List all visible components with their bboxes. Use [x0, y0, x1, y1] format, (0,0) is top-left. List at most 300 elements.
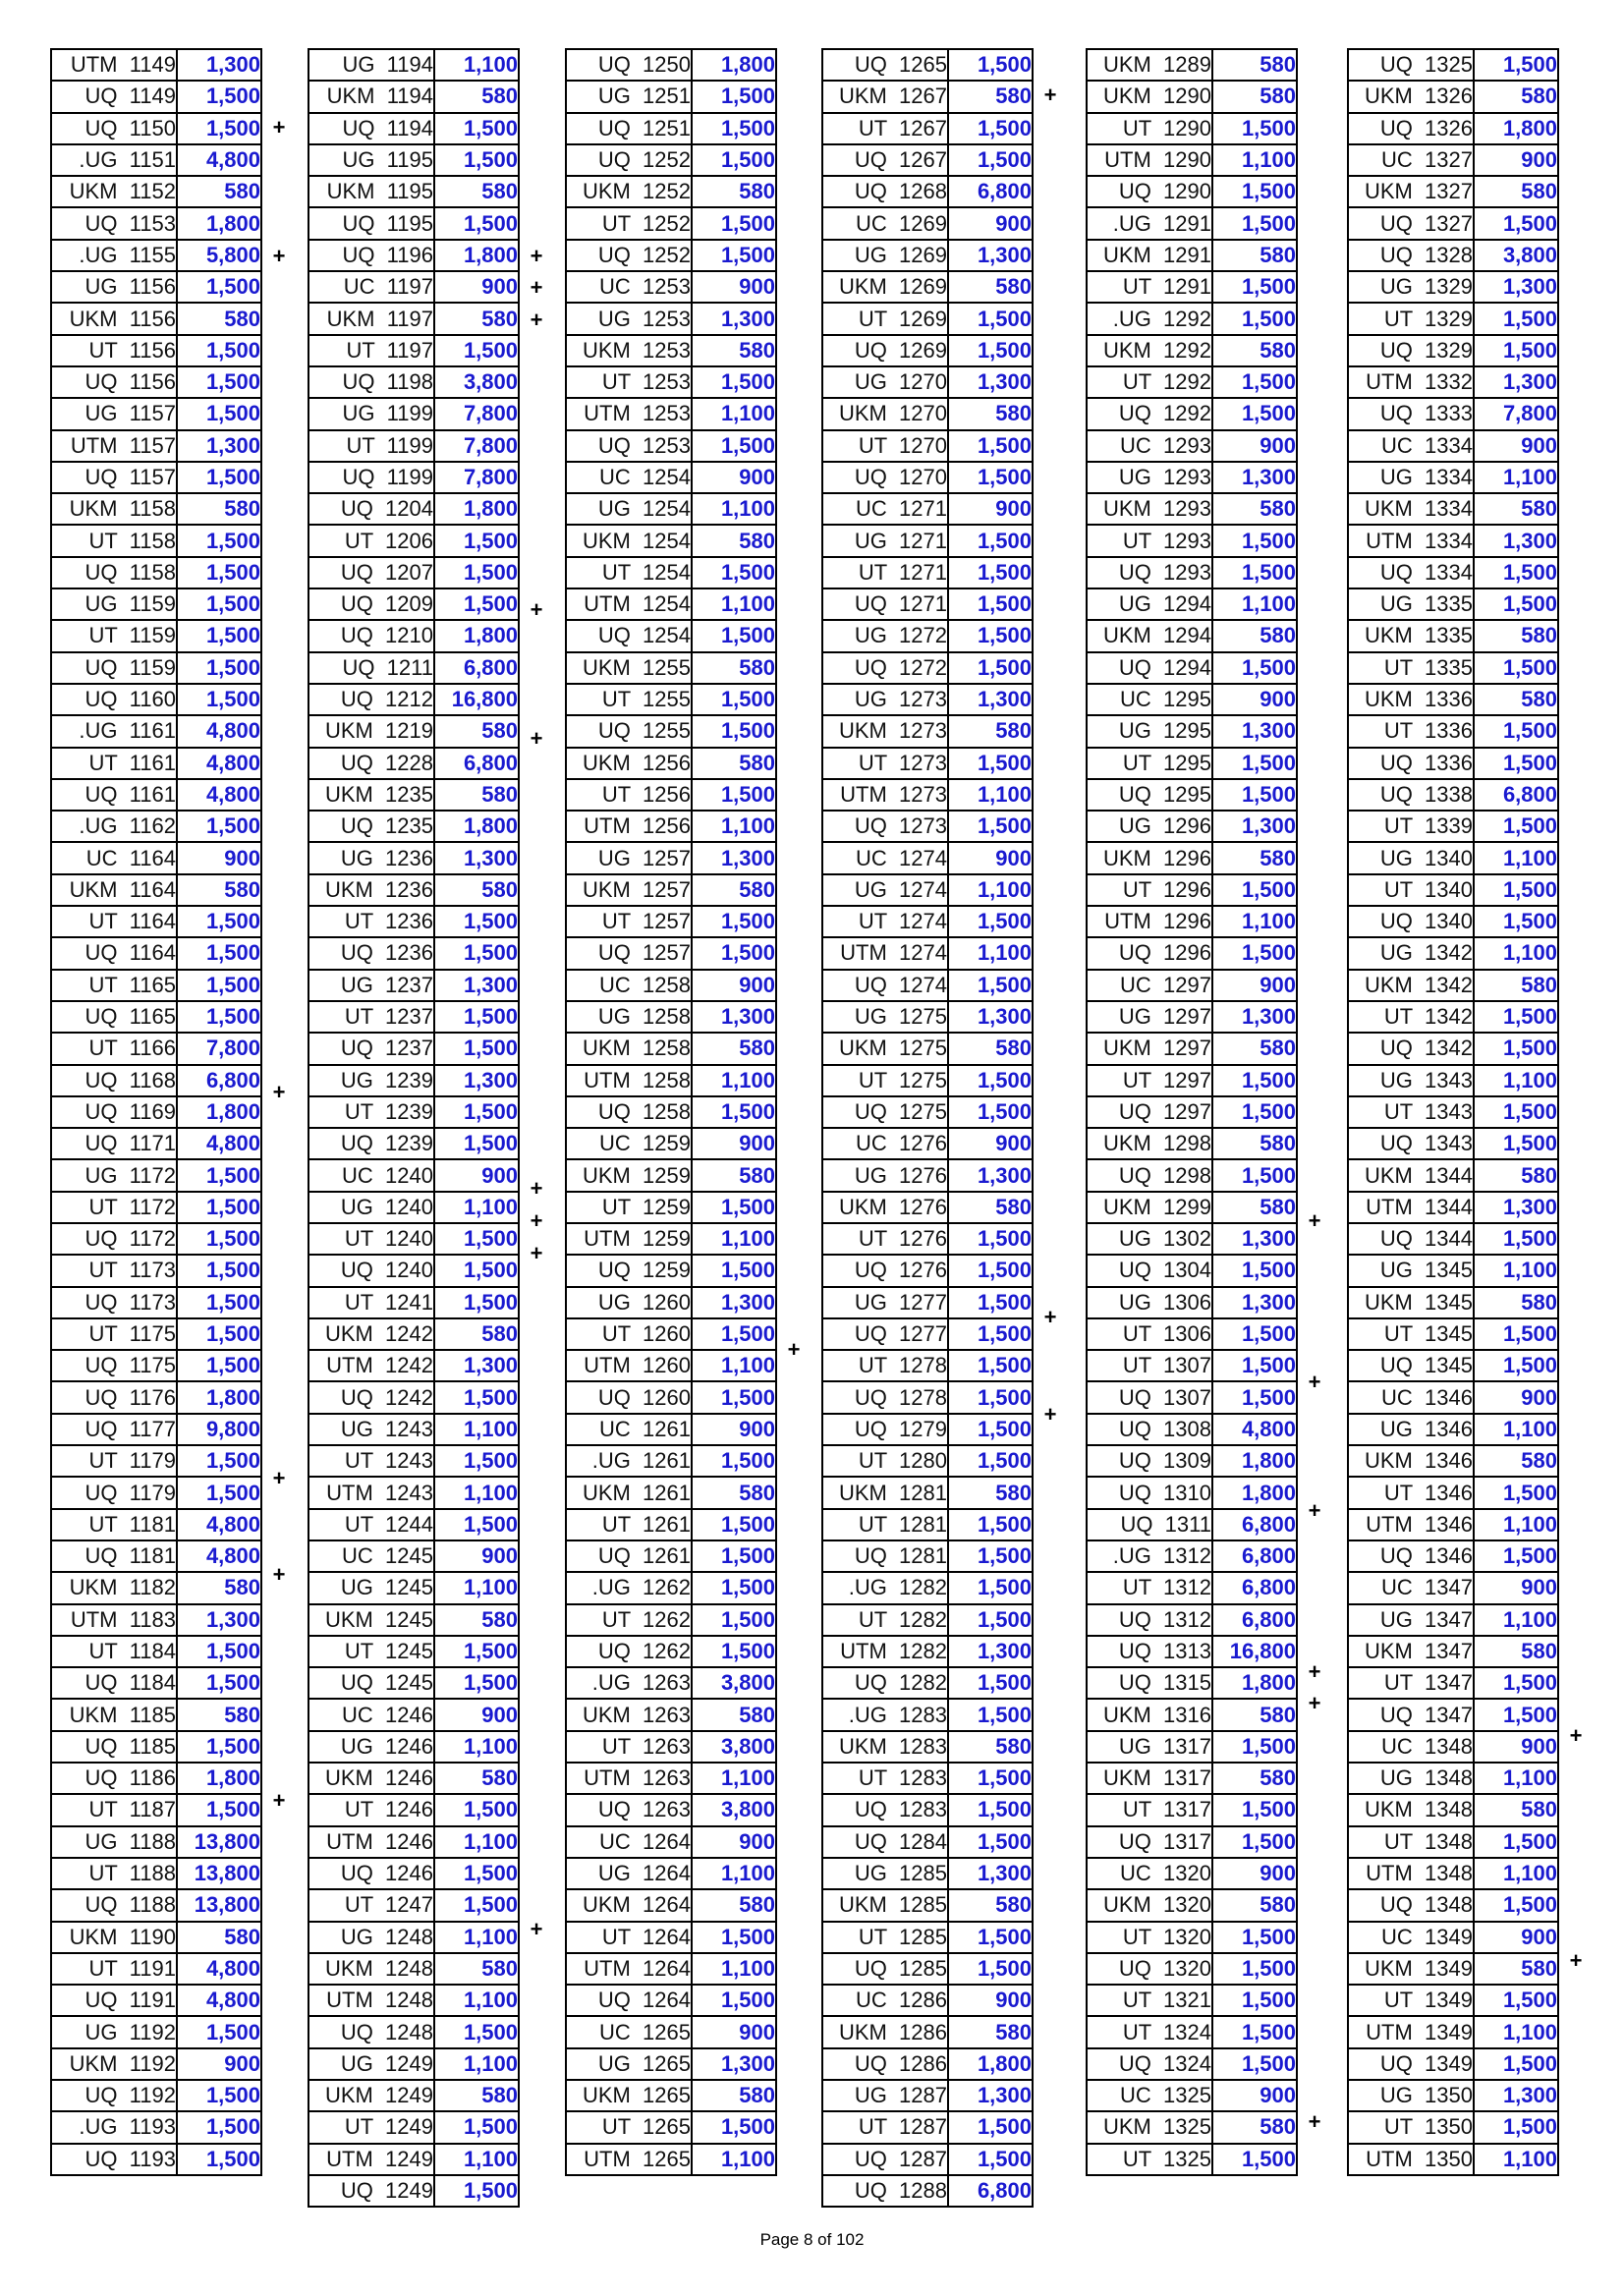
amount: 1,300: [692, 303, 776, 334]
course-code: .UG 1155: [51, 240, 177, 271]
amount: 6,800: [1474, 779, 1558, 811]
table-row: [1087, 335, 1297, 366]
amount: 1,500: [1212, 779, 1297, 811]
amount: 1,500: [948, 748, 1033, 779]
course-code: .UG 1292: [1087, 303, 1212, 334]
course-code: UQ 1242: [308, 1381, 434, 1413]
course-code: UC 1274: [822, 842, 948, 873]
amount: 1,500: [1212, 2048, 1297, 2080]
plus-marker: +: [272, 1787, 286, 1813]
table-row: [51, 970, 261, 1001]
course-code: UQ 1149: [51, 81, 177, 112]
course-code: UT 1297: [1087, 1065, 1212, 1096]
table-row: [1087, 652, 1297, 684]
table-row: [308, 1731, 519, 1763]
table-row: [1087, 1509, 1297, 1540]
table-row: [822, 113, 1033, 144]
table-row: [822, 906, 1033, 937]
course-code: UT 1269: [822, 303, 948, 334]
course-code: UQ 1282: [822, 1667, 948, 1699]
table-row: [308, 1414, 519, 1445]
course-code: UKM 1258: [566, 1033, 692, 1064]
course-code: UKM 1152: [51, 176, 177, 207]
course-code: .UG 1261: [566, 1445, 692, 1477]
amount: 1,500: [434, 557, 519, 588]
course-code: UC 1245: [308, 1540, 434, 1572]
course-code: UQ 1194: [308, 113, 434, 144]
course-code: UQ 1192: [51, 2080, 177, 2111]
amount: 1,500: [1474, 1223, 1558, 1255]
course-code: UQ 1262: [566, 1636, 692, 1667]
table-row: [566, 303, 776, 334]
table-row: [566, 1159, 776, 1191]
course-code: UQ 1164: [51, 937, 177, 969]
course-code: UQ 1275: [822, 1096, 948, 1128]
table-row: [1348, 81, 1558, 112]
table-column: [1086, 48, 1321, 2176]
amount: 900: [948, 207, 1033, 239]
amount: 1,500: [692, 1318, 776, 1350]
amount: 580: [434, 1763, 519, 1794]
course-code: UKM 1334: [1348, 493, 1474, 525]
course-code: UT 1158: [51, 525, 177, 556]
table-row: [1348, 1922, 1558, 1953]
amount: 1,500: [692, 1255, 776, 1286]
amount: 1,500: [692, 1604, 776, 1636]
course-code: UTM 1346: [1348, 1509, 1474, 1540]
table-row: [1087, 493, 1297, 525]
course-code: UKM 1275: [822, 1033, 948, 1064]
table-row: [566, 1922, 776, 1953]
course-code: UG 1287: [822, 2080, 948, 2111]
amount: 1,500: [177, 2144, 261, 2175]
amount: 580: [948, 271, 1033, 303]
amount: 1,500: [1212, 1381, 1297, 1413]
amount: 7,800: [434, 430, 519, 462]
amount: 1,500: [692, 1096, 776, 1128]
table-row: [1087, 1572, 1297, 1603]
course-code: UG 1347: [1348, 1604, 1474, 1636]
course-code: .UG 1262: [566, 1572, 692, 1603]
amount: 580: [948, 1731, 1033, 1763]
amount: 580: [1212, 1128, 1297, 1159]
amount: 1,100: [1474, 1604, 1558, 1636]
table-row: [566, 493, 776, 525]
table-row: [1348, 144, 1558, 176]
amount: 580: [948, 1192, 1033, 1223]
course-code: UQ 1245: [308, 1667, 434, 1699]
amount: 1,500: [1474, 1033, 1558, 1064]
amount: 1,500: [1474, 1477, 1558, 1508]
table-row: [1087, 1445, 1297, 1477]
course-code: UT 1199: [308, 430, 434, 462]
table-row: [308, 937, 519, 969]
table-row: [1348, 2048, 1558, 2080]
amount: 1,100: [1474, 1509, 1558, 1540]
table-row: [1348, 906, 1558, 937]
amount: 580: [177, 303, 261, 334]
table-row: [308, 303, 519, 334]
table-row: [308, 1033, 519, 1064]
table-row: [308, 620, 519, 651]
table-row: [1087, 620, 1297, 651]
course-code: UC 1276: [822, 1128, 948, 1159]
course-code: UQ 1272: [822, 652, 948, 684]
table-row: [822, 1477, 1033, 1508]
table-row: [1348, 1953, 1558, 1985]
table-row: [308, 1604, 519, 1636]
table-row: [566, 1699, 776, 1730]
course-code: UT 1261: [566, 1509, 692, 1540]
table-row: [1348, 652, 1558, 684]
course-code: UQ 1346: [1348, 1540, 1474, 1572]
table-row: [1348, 271, 1558, 303]
table-row: [822, 588, 1033, 620]
table-row: [566, 970, 776, 1001]
course-code: UT 1172: [51, 1192, 177, 1223]
amount: 580: [1474, 81, 1558, 112]
course-code: UG 1239: [308, 1065, 434, 1096]
amount: 1,500: [1474, 588, 1558, 620]
amount: 1,100: [692, 1350, 776, 1381]
table-row: [1087, 1604, 1297, 1636]
plus-marker: +: [1308, 1497, 1321, 1523]
table-row: [1348, 970, 1558, 1001]
course-code: .UG 1282: [822, 1572, 948, 1603]
table-row: [1087, 113, 1297, 144]
table-row: [308, 1096, 519, 1128]
course-code: UKM 1259: [566, 1159, 692, 1191]
course-code: UT 1247: [308, 1889, 434, 1921]
table-row: [308, 1350, 519, 1381]
course-code: UQ 1188: [51, 1889, 177, 1921]
course-code: UQ 1184: [51, 1667, 177, 1699]
table-column: [821, 48, 1057, 2208]
amount: 900: [434, 1540, 519, 1572]
table-row: [822, 748, 1033, 779]
course-code: UT 1184: [51, 1636, 177, 1667]
table-row: [308, 144, 519, 176]
amount: 900: [1474, 144, 1558, 176]
course-code: UG 1270: [822, 366, 948, 398]
amount: 1,500: [1474, 1699, 1558, 1730]
amount: 900: [692, 1414, 776, 1445]
table-row: [308, 430, 519, 462]
course-code: UT 1307: [1087, 1350, 1212, 1381]
table-row: [1348, 525, 1558, 556]
table-row: [308, 684, 519, 715]
course-code: UKM 1255: [566, 652, 692, 684]
table-row: [1087, 525, 1297, 556]
table-row: [51, 1540, 261, 1572]
course-code: UT 1175: [51, 1318, 177, 1350]
amount: 1,500: [948, 1763, 1033, 1794]
table-row: [308, 1826, 519, 1858]
amount: 580: [948, 1033, 1033, 1064]
table-row: [51, 1255, 261, 1286]
course-code: UG 1258: [566, 1001, 692, 1033]
amount: 4,800: [177, 715, 261, 747]
course-code: UKM 1347: [1348, 1636, 1474, 1667]
amount: 580: [948, 715, 1033, 747]
amount: 1,500: [948, 970, 1033, 1001]
amount: 1,100: [1212, 588, 1297, 620]
amount: 1,500: [1474, 1889, 1558, 1921]
table-row: [51, 430, 261, 462]
amount: 1,500: [177, 906, 261, 937]
course-code: UG 1264: [566, 1858, 692, 1889]
table-row: [822, 2144, 1033, 2175]
table-row: [51, 1477, 261, 1508]
course-code: UT 1239: [308, 1096, 434, 1128]
table-row: [1348, 1350, 1558, 1381]
table-row: [308, 1477, 519, 1508]
amount: 1,800: [692, 49, 776, 81]
table-row: [51, 842, 261, 873]
course-code: UQ 1273: [822, 811, 948, 842]
amount: 1,100: [1474, 1858, 1558, 1889]
course-code: UKM 1195: [308, 176, 434, 207]
course-code: UQ 1181: [51, 1540, 177, 1572]
amount: 1,500: [177, 1318, 261, 1350]
table-row: [1087, 1318, 1297, 1350]
amount: 1,100: [1212, 144, 1297, 176]
course-code: UT 1271: [822, 557, 948, 588]
table-row: [1348, 1794, 1558, 1825]
amount: 1,500: [692, 1572, 776, 1603]
amount: 1,100: [692, 1223, 776, 1255]
amount: 1,500: [948, 49, 1033, 81]
course-code: UTM 1290: [1087, 144, 1212, 176]
course-code: UT 1336: [1348, 715, 1474, 747]
amount: 1,500: [1474, 1001, 1558, 1033]
course-code: UG 1269: [822, 240, 948, 271]
table-column: [565, 48, 801, 2176]
amount: 4,800: [1212, 1414, 1297, 1445]
amount: 580: [1212, 1763, 1297, 1794]
table-row: [1348, 1667, 1558, 1699]
amount: 580: [1474, 1636, 1558, 1667]
table-row: [308, 240, 519, 271]
course-code: UG 1272: [822, 620, 948, 651]
table-row: [308, 2111, 519, 2143]
table-row: [51, 303, 261, 334]
course-code: UQ 1173: [51, 1287, 177, 1318]
amount: 1,300: [434, 970, 519, 1001]
amount: 580: [692, 1477, 776, 1508]
amount: 1,500: [948, 1509, 1033, 1540]
amount: 1,500: [1212, 1826, 1297, 1858]
table-row: [1087, 2111, 1297, 2143]
table-row: [822, 398, 1033, 429]
table-row: [822, 1636, 1033, 1667]
amount: 1,300: [434, 1065, 519, 1096]
course-code: UC 1286: [822, 1985, 948, 2016]
table-row: [51, 1699, 261, 1730]
amount: 1,100: [434, 1922, 519, 1953]
amount: 1,500: [948, 1255, 1033, 1286]
course-code: UG 1277: [822, 1287, 948, 1318]
course-code: UG 1329: [1348, 271, 1474, 303]
course-code: UQ 1270: [822, 462, 948, 493]
amount: 1,500: [1474, 1667, 1558, 1699]
course-code: UQ 1209: [308, 588, 434, 620]
table-row: [1348, 462, 1558, 493]
amount: 1,100: [1474, 1255, 1558, 1286]
amount: 1,100: [434, 1477, 519, 1508]
amount: 1,500: [692, 937, 776, 969]
table-row: [1087, 81, 1297, 112]
course-code: UT 1346: [1348, 1477, 1474, 1508]
course-code: UKM 1299: [1087, 1192, 1212, 1223]
amount: 6,800: [948, 2175, 1033, 2207]
amount: 580: [1474, 1953, 1558, 1985]
amount: 1,500: [1212, 398, 1297, 429]
amount: 6,800: [1212, 1604, 1297, 1636]
amount: 1,500: [948, 335, 1033, 366]
table-row: [308, 1667, 519, 1699]
amount: 580: [948, 81, 1033, 112]
course-code: UKM 1285: [822, 1889, 948, 1921]
amount: 1,800: [177, 1763, 261, 1794]
table-row: [51, 557, 261, 588]
table-row: [822, 81, 1033, 112]
amount: 1,300: [948, 1858, 1033, 1889]
price-table: [50, 48, 262, 2176]
amount: 1,800: [1474, 113, 1558, 144]
course-code: UQ 1239: [308, 1128, 434, 1159]
table-row: [1348, 1065, 1558, 1096]
amount: 580: [434, 1604, 519, 1636]
course-code: UKM 1348: [1348, 1794, 1474, 1825]
course-code: UKM 1325: [1087, 2111, 1212, 2143]
table-row: [51, 937, 261, 969]
amount: 1,100: [1474, 1763, 1558, 1794]
course-code: UQ 1348: [1348, 1889, 1474, 1921]
table-row: [51, 1794, 261, 1825]
amount: 1,500: [1474, 874, 1558, 906]
course-code: UQ 1290: [1087, 176, 1212, 207]
table-row: [1348, 113, 1558, 144]
course-code: UQ 1240: [308, 1255, 434, 1286]
amount: 1,100: [1474, 2016, 1558, 2047]
course-code: UQ 1193: [51, 2144, 177, 2175]
table-row: [822, 2080, 1033, 2111]
amount: 580: [692, 1033, 776, 1064]
table-row: [822, 1445, 1033, 1477]
table-row: [822, 1287, 1033, 1318]
amount: 580: [434, 81, 519, 112]
table-row: [1348, 1128, 1558, 1159]
plus-marker: +: [1569, 1948, 1583, 1974]
course-code: UT 1249: [308, 2111, 434, 2143]
table-row: [1087, 1794, 1297, 1825]
table-row: [1348, 1445, 1558, 1477]
plus-marker: +: [1308, 1658, 1321, 1684]
table-row: [308, 1445, 519, 1477]
course-code: UKM 1335: [1348, 620, 1474, 651]
amount: 1,300: [948, 2080, 1033, 2111]
table-row: [822, 2048, 1033, 2080]
course-code: UT 1236: [308, 906, 434, 937]
amount: 580: [692, 1699, 776, 1730]
amount: 1,500: [948, 303, 1033, 334]
course-code: UQ 1185: [51, 1731, 177, 1763]
amount: 1,500: [948, 1350, 1033, 1381]
table-row: [1087, 1001, 1297, 1033]
amount: 1,500: [177, 2016, 261, 2047]
table-row: [566, 430, 776, 462]
course-code: UC 1164: [51, 842, 177, 873]
amount: 4,800: [177, 1540, 261, 1572]
amount: 1,500: [1212, 303, 1297, 334]
table-row: [1348, 2144, 1558, 2175]
table-row: [1348, 1826, 1558, 1858]
course-code: UQ 1176: [51, 1381, 177, 1413]
course-code: UTM 1264: [566, 1953, 692, 1985]
amount: 1,500: [434, 1889, 519, 1921]
course-code: UKM 1344: [1348, 1159, 1474, 1191]
table-row: [308, 1922, 519, 1953]
table-row: [51, 748, 261, 779]
amount: 1,500: [1474, 652, 1558, 684]
table-row: [1087, 557, 1297, 588]
table-row: [51, 240, 261, 271]
amount: 1,500: [434, 1255, 519, 1286]
course-code: UKM 1190: [51, 1922, 177, 1953]
course-code: UG 1237: [308, 970, 434, 1001]
amount: 1,500: [1474, 811, 1558, 842]
course-code: UKM 1294: [1087, 620, 1212, 651]
table-row: [1087, 1858, 1297, 1889]
amount: 1,100: [692, 1065, 776, 1096]
amount: 1,500: [1474, 715, 1558, 747]
amount: 580: [948, 398, 1033, 429]
table-row: [1087, 1192, 1297, 1223]
amount: 1,800: [434, 493, 519, 525]
amount: 1,300: [692, 1287, 776, 1318]
table-row: [566, 240, 776, 271]
amount: 3,800: [1474, 240, 1558, 271]
course-code: UKM 1185: [51, 1699, 177, 1730]
amount: 580: [434, 715, 519, 747]
amount: 1,500: [434, 906, 519, 937]
plus-marker: +: [1569, 1723, 1583, 1748]
table-row: [51, 493, 261, 525]
table-row: [51, 1667, 261, 1699]
amount: 900: [434, 1699, 519, 1730]
course-code: UG 1249: [308, 2048, 434, 2080]
amount: 1,500: [1474, 1350, 1558, 1381]
table-row: [822, 1540, 1033, 1572]
table-row: [1348, 874, 1558, 906]
amount: 1,500: [692, 2111, 776, 2143]
course-code: UKM 1263: [566, 1699, 692, 1730]
table-row: [51, 1381, 261, 1413]
table-row: [822, 779, 1033, 811]
course-code: UT 1296: [1087, 874, 1212, 906]
course-code: UQ 1158: [51, 557, 177, 588]
table-row: [1087, 1381, 1297, 1413]
amount: 1,100: [948, 874, 1033, 906]
course-code: UKM 1219: [308, 715, 434, 747]
table-row: [1087, 1159, 1297, 1191]
course-code: UQ 1327: [1348, 207, 1474, 239]
course-code: .UG 1151: [51, 144, 177, 176]
course-code: UG 1348: [1348, 1763, 1474, 1794]
course-code: UQ 1153: [51, 207, 177, 239]
amount: 1,500: [434, 1445, 519, 1477]
